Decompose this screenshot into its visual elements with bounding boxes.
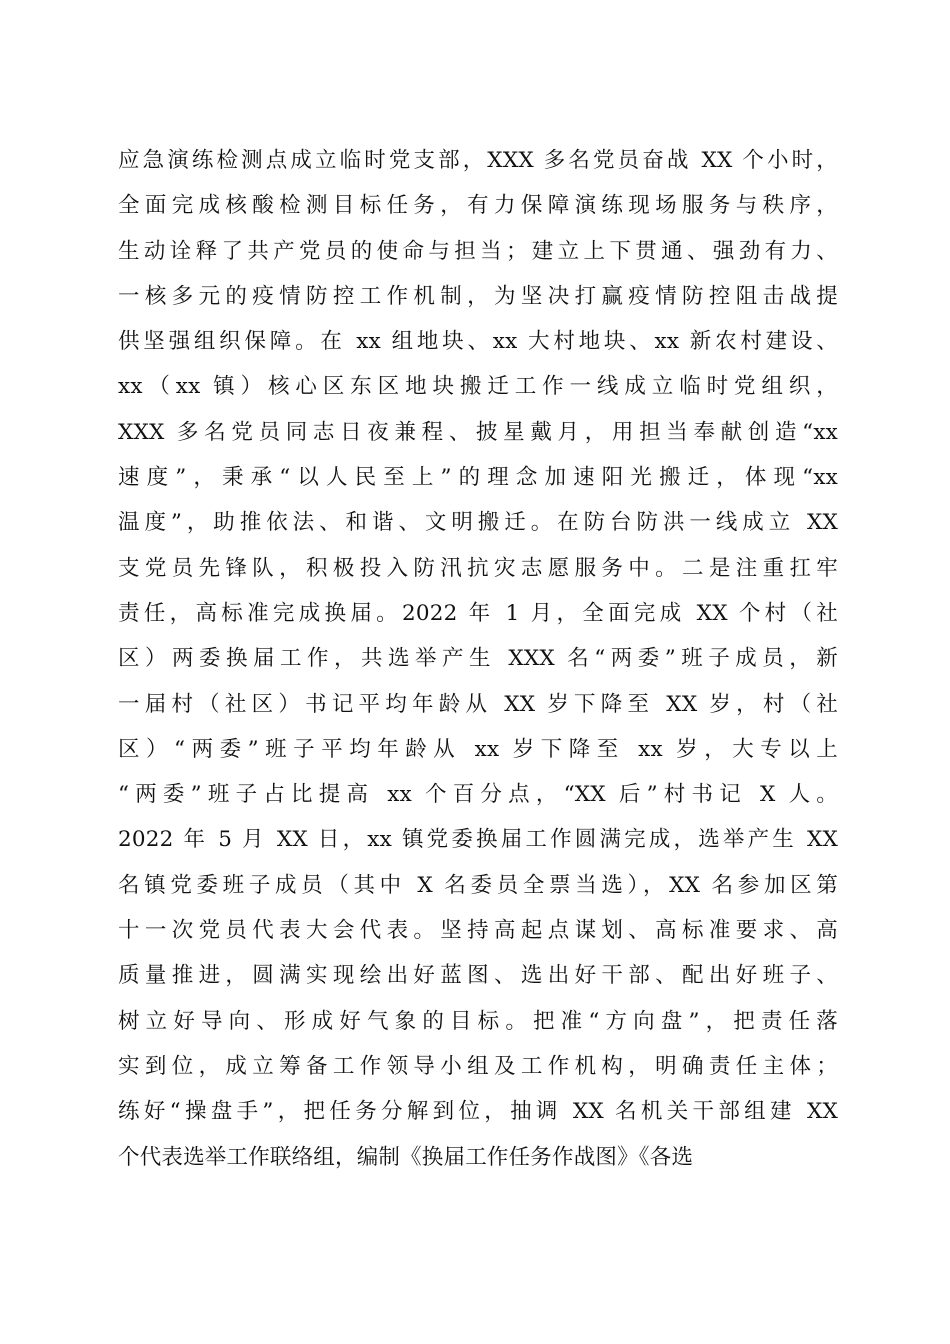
text-line: 个代表选举工作联络组，编制《换届工作任务作战图》《各选 [118,1144,694,1170]
text-line: 区）两委换届工作，共选举产生 XXX 名“两委”班子成员，新 [118,646,838,672]
text-line: 应急演练检测点成立临时党支部，XXX 多名党员奋战 XX 个小时， [118,148,838,173]
text-line: 十一次党员代表大会代表。坚持高起点谋划、高标准要求、高 [118,918,838,944]
text-line: 树立好导向、形成好气象的目标。把准“方向盘”，把责任落 [118,1008,838,1034]
text-line: 练好“操盘手”，把任务分解到位，抽调 XX 名机关干部组建 XX [118,1099,838,1125]
text-line: 速度”，秉承“以人民至上”的理念加速阳光搬迁，体现“xx [118,465,838,491]
text-line: 区）“两委”班子平均年龄从 xx 岁下降至 xx 岁，大专以上 [118,736,838,762]
body-paragraph [118,138,838,1180]
text-line: “两委”班子占比提高 xx 个百分点，“XX 后”村书记 X 人。 [118,782,838,808]
text-line: 名镇党委班子成员（其中 X 名委员全票当选），XX 名参加区第 [118,872,838,898]
text-line: XXX 多名党员同志日夜兼程、披星戴月，用担当奉献创造“xx [118,419,838,445]
text-line: 生动诠释了共产党员的使命与担当；建立上下贯通、强劲有力、 [118,238,838,264]
text-line: 责任，高标准完成换届。2022 年 1 月，全面完成 XX 个村（社 [118,600,838,626]
text-line: 2022 年 5 月 XX 日，xx 镇党委换届工作圆满完成，选举产生 XX [118,827,838,853]
text-line: 温度”，助推依法、和谐、文明搬迁。在防台防洪一线成立 XX [118,510,838,536]
text-line: xx（xx 镇）核心区东区地块搬迁工作一线成立临时党组织， [118,374,838,400]
text-line: 一届村（社区）书记平均年龄从 XX 岁下降至 XX 岁，村（社 [118,691,838,717]
text-line: 质量推进，圆满实现绘出好蓝图、选出好干部、配出好班子、 [118,963,838,989]
text-line: 一核多元的疫情防控工作机制，为坚决打赢疫情防控阻击战提 [118,283,838,309]
text-line: 供坚强组织保障。在 xx 组地块、xx 大村地块、xx 新农村建设、 [118,329,838,355]
text-line: 支党员先锋队，积极投入防汛抗灾志愿服务中。二是注重扛牢 [118,555,838,581]
text-line: 实到位，成立筹备工作领导小组及工作机构，明确责任主体； [118,1053,838,1079]
text-line: 全面完成核酸检测目标任务，有力保障演练现场服务与秩序， [118,193,838,219]
